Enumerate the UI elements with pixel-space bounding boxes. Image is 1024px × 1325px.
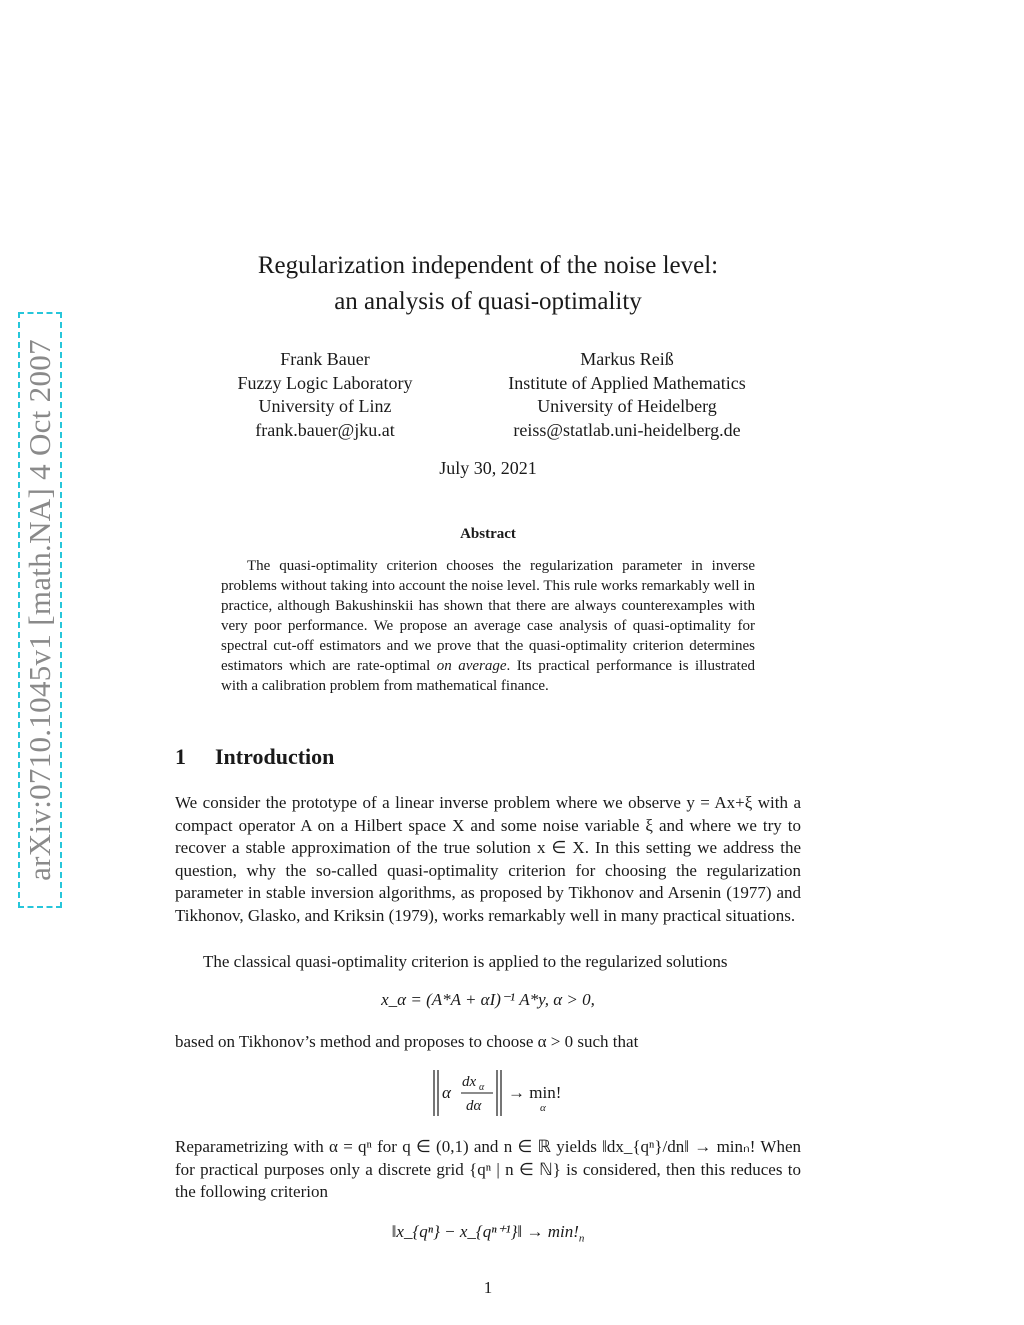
arxiv-stamp[interactable]: arXiv:0710.1045v1 [math.NA] 4 Oct 2007	[22, 339, 57, 881]
author-email[interactable]: reiss@statlab.uni-heidelberg.de	[513, 419, 741, 440]
section-number: 1	[175, 744, 186, 769]
section-heading	[175, 744, 334, 770]
abstract-emphasis: on average	[436, 658, 507, 674]
paper-date: July 30, 2021	[439, 458, 537, 478]
equation-3-subscript: n	[578, 1232, 585, 1245]
page-number: 1	[483, 1278, 493, 1297]
equation-3-text: ‖x_{qⁿ} − x_{qⁿ⁺¹}‖ → min!	[391, 1222, 579, 1241]
title-line-1: Regularization independent of the noise level:	[257, 252, 719, 279]
equation-3	[176, 1222, 800, 1244]
author-affiliation: Fuzzy Logic Laboratory	[237, 372, 413, 393]
abstract-text-part-2: . Its practical performance is illustrated with a calibration problem from mathematical finance.	[221, 658, 755, 694]
svg-text:α: α	[442, 1083, 451, 1102]
paragraph-4: Reparametrizing with α = qⁿ for q ∈ (0,1) and n ∈ ℝ yields ‖dx_{qⁿ}/dn‖ → minₙ! When for practical purposes only a discrete grid {qⁿ | n ∈ ℕ} is considered, then this reduces to the following criterion	[175, 1137, 801, 1202]
svg-text:α: α	[479, 1082, 485, 1093]
paragraph-2: The classical quasi-optimality criterion is applied to the regularized solutions	[203, 952, 728, 971]
paragraph-3: based on Tikhonov’s method and proposes to choose α > 0 such that	[175, 1032, 639, 1051]
equation-2-subscript: α	[540, 1102, 546, 1114]
author-email[interactable]: frank.bauer@jku.at	[255, 419, 395, 440]
paragraph-1: We consider the prototype of a linear inverse problem where we observe y = Ax+ξ with a compact operator A on a Hilbert space X and some noise variable ξ and where we try to recover a stable approximation of the true solution x ∈ X. In this setting we address the question, why the so-called quasi-optimality criterion for choosing the regularization parameter in stable inversion algorithms, as proposed by Tikhonov and Arsenin (1977) and Tikhonov, Glasko, and Kriksin (1979), works remarkably well in many practical situations.	[175, 793, 801, 925]
author-name: Markus Reiß	[580, 349, 674, 369]
svg-text:dα: dα	[466, 1098, 482, 1114]
author-name: Frank Bauer	[280, 349, 370, 369]
abstract-text	[221, 556, 755, 696]
equation-1-text: x_α = (A*A + αI)⁻¹ A*y, α > 0,	[381, 990, 595, 1009]
author-block-2	[470, 348, 784, 442]
paper-title	[176, 248, 800, 320]
title-line-2: an analysis of quasi-optimality	[334, 288, 642, 315]
equation-2	[176, 1066, 800, 1120]
author-university: University of Linz	[258, 396, 392, 416]
abstract-text-part-1: The quasi-optimality criterion chooses the regularization parameter in inverse problems without taking into account the noise level. This rule works remarkably well in practice, although Bakushinskii has shown that there are always counterexamples with very poor performance. We propose an average case analysis of quasi-optimality for spectral cut-off estimators and we prove that the quasi-optimality criterion determines estimators which are rate-optimal	[221, 558, 755, 674]
abstract-heading: Abstract	[460, 526, 516, 542]
equation-2-figure	[378, 1066, 598, 1120]
author-block-1	[205, 348, 445, 442]
svg-text:dx: dx	[462, 1074, 477, 1090]
author-affiliation: Institute of Applied Mathematics	[508, 372, 746, 393]
equation-2-arrow: → min!	[508, 1083, 562, 1102]
section-title: Introduction	[215, 744, 335, 769]
author-university: University of Heidelberg	[537, 396, 717, 416]
equation-1	[176, 990, 800, 1010]
